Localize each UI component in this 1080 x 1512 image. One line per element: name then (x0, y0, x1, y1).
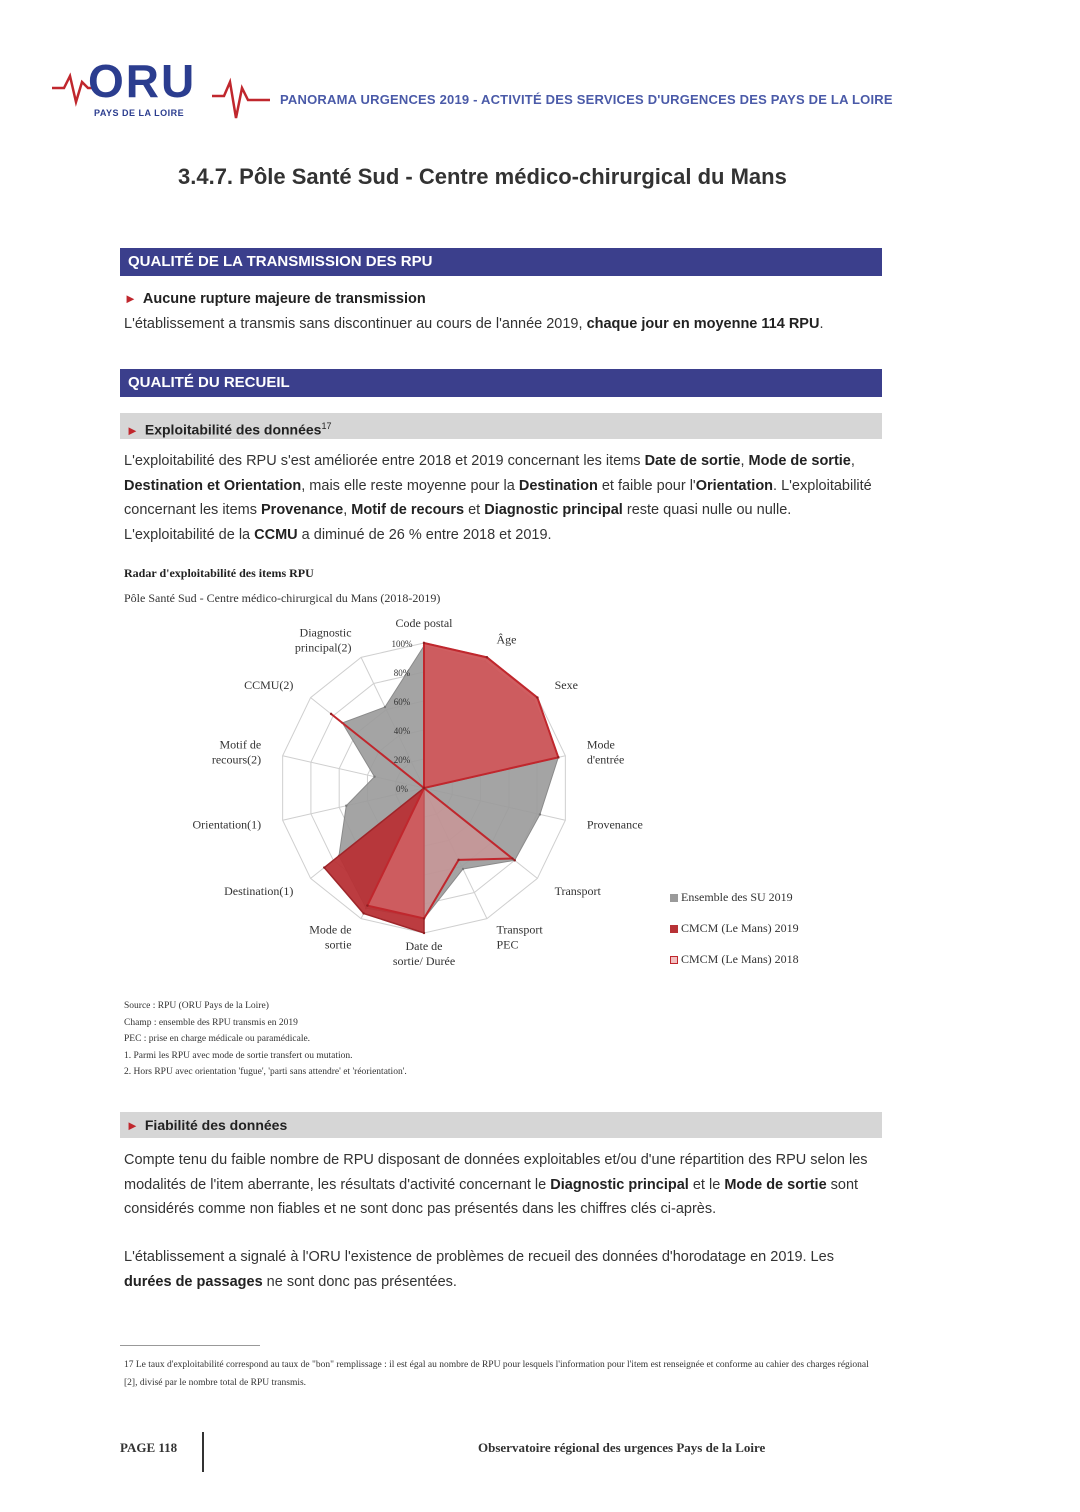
arrow-icon: ► (126, 1118, 139, 1133)
fiabilite-paragraph: Compte tenu du faible nombre de RPU disposant de données exploitables et/ou d'une répartition des RPU selon les modalités de l'item aberrante, les résultats d'activité concernant le Diagnostic principal et le Mode de sortie sont considérés comme non fiables et ne sont donc pas présentés dans les chiffres clés ci-après. (124, 1152, 868, 1217)
tick-label: 20% (393, 755, 411, 765)
chart-title: Radar d'exploitabilité des items RPU (124, 566, 314, 580)
note-line: 2. Hors RPU avec orientation 'fugue', 'parti sans attendre' et 'réorientation'. (124, 1067, 407, 1077)
legend-item-cmcm-2018: CMCM (Le Mans) 2018 (670, 944, 799, 975)
footnote: 17 Le taux d'exploitabilité correspond au taux de "bon" remplissage : il est égal au nombre de RPU pour lesquels l'information pour l'item est renseignée et conforme au cahier des charges régional [2], divisé par le nombre total de RPU transmis. (124, 1360, 869, 1388)
tick-label: 60% (393, 697, 411, 707)
category-label: Code postal (395, 616, 453, 630)
data-point (330, 713, 332, 715)
data-point (511, 857, 513, 859)
subband-fiabilite: ► Fiabilité des données (120, 1112, 882, 1138)
arrow-icon: ► (126, 422, 139, 438)
note-line: Source : RPU (ORU Pays de la Loire) (124, 1001, 269, 1011)
category-label: Sexe (554, 678, 578, 693)
data-point (423, 932, 425, 934)
category-label: Destination(1) (224, 883, 294, 898)
legend-item-ensemble: Ensemble des SU 2019 (670, 882, 799, 913)
note-line: PEC : prise en charge médicale ou paramédicale. (124, 1034, 311, 1044)
data-point (423, 917, 425, 919)
data-point (539, 813, 541, 815)
tick-label: 100% (391, 639, 413, 649)
category-label: Transport PEC (496, 922, 543, 952)
radar-chart (124, 608, 684, 988)
category-label: Âge (496, 632, 517, 647)
category-label: CCMU(2) (244, 678, 294, 693)
transmission-text: L'établissement a transmis sans discontinuer au cours de l'année 2019, chaque jour en moyenne 114 RPU. (124, 315, 824, 332)
data-point (513, 859, 515, 861)
data-point (366, 904, 368, 906)
data-point (323, 866, 325, 868)
transmission-heading: ► Aucune rupture majeure de transmission (124, 291, 426, 307)
logo-subtitle: PAYS DE LA LOIRE (94, 108, 185, 118)
footer-organization: Observatoire régional des urgences Pays de la Loire (478, 1440, 766, 1455)
data-point (373, 776, 375, 778)
category-label: Motif de recours(2) (211, 737, 262, 767)
data-point (457, 859, 459, 861)
logo-text: ORU (88, 55, 197, 107)
page-number: PAGE 118 (120, 1440, 178, 1455)
note-line: 1. Parmi les RPU avec mode de sortie transfert ou mutation. (124, 1050, 353, 1061)
legend-item-cmcm-2019: CMCM (Le Mans) 2019 (670, 913, 799, 944)
header-title: PANORAMA URGENCES 2019 - ACTIVITÉ DES SERVICES D'URGENCES DES PAYS DE LA LOIRE (280, 92, 893, 107)
tick-label: 0% (396, 784, 408, 794)
category-label: Diagnostic principal(2) (294, 625, 352, 655)
category-label: Provenance (586, 817, 643, 832)
data-point (536, 696, 538, 698)
chart-notes (124, 998, 407, 1081)
fiabilite-paragraph-2: L'établissement a signalé à l'ORU l'existence de problèmes de recueil des données d'horodatage en 2019. Les durées de passages ne sont donc pas présentées. (124, 1249, 834, 1290)
data-point (557, 756, 559, 758)
category-label: Date de sortie/ Durée (392, 939, 456, 968)
band-recueil: QUALITÉ DU RECUEIL (120, 369, 882, 397)
arrow-icon: ► (124, 291, 137, 306)
section-title: 3.4.7. Pôle Santé Sud - Centre médico-chirurgical du Mans (178, 164, 787, 189)
note-line: Champ : ensemble des RPU transmis en 2019 (124, 1017, 298, 1028)
data-point (384, 706, 386, 708)
chart-subtitle: Pôle Santé Sud - Centre médico-chirurgical du Mans (2018-2019) (124, 591, 441, 605)
band-transmission: QUALITÉ DE LA TRANSMISSION DES RPU (120, 248, 882, 276)
data-point (423, 642, 425, 644)
tick-label: 40% (393, 726, 411, 736)
exploit-paragraph: L'exploitabilité des RPU s'est améliorée entre 2018 et 2019 concernant les items Date de sortie, Mode de sortie, Destination et Orientation, mais elle reste moyenne pour la Destination et faible pour l'Orientation. L'exploitabilité concernant les items Provenance, Motif de recours et Diagnostic principal reste quasi nulle ou nulle. L'exploitabilité de la CCMU a diminué de 26 % entre 2018 et 2019. (124, 453, 872, 543)
category-label: Mode d'entrée (586, 737, 625, 767)
category-label: Orientation(1) (192, 817, 262, 832)
data-point (345, 805, 347, 807)
data-point (486, 656, 488, 658)
category-label: Transport (554, 883, 601, 898)
data-point (362, 912, 364, 914)
footer-divider (202, 1432, 204, 1472)
data-point (423, 787, 425, 789)
oru-logo (52, 55, 272, 128)
data-point (462, 868, 464, 870)
transmission-block (124, 287, 880, 336)
tick-label: 80% (393, 668, 411, 678)
subband-exploitabilite: ► Exploitabilité des données$^{17}$ (120, 413, 882, 439)
category-label: Mode de sortie (309, 922, 352, 952)
chart-legend (670, 882, 799, 975)
footnote-divider (120, 1345, 260, 1346)
